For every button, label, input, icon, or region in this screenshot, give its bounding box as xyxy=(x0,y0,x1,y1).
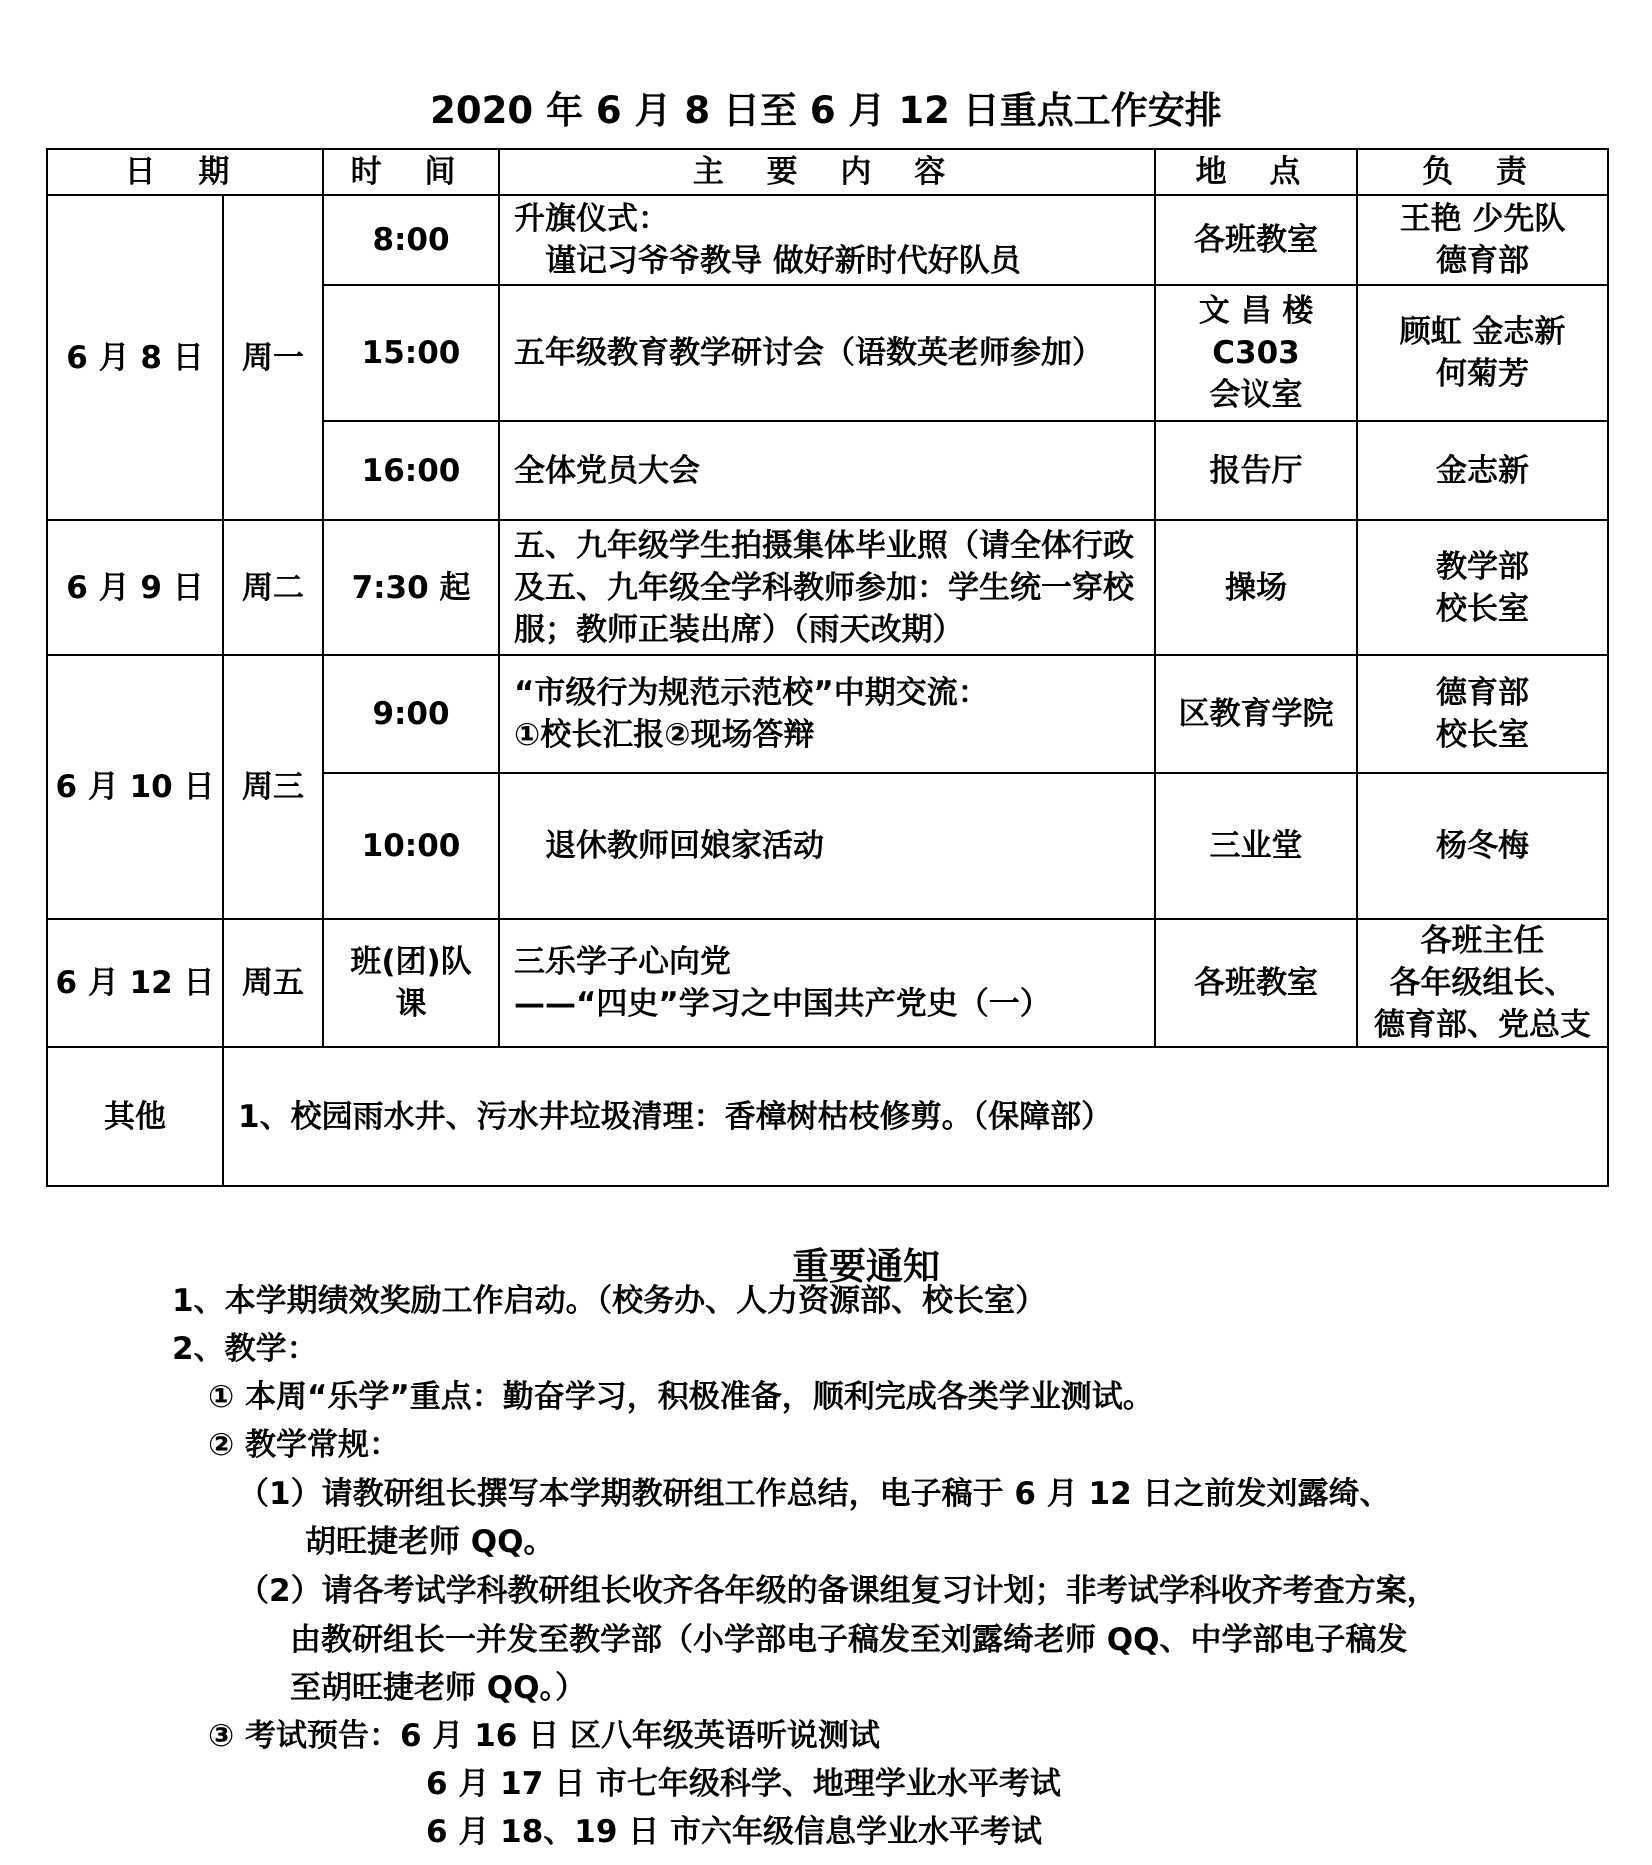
other-label: 其他 xyxy=(47,1047,223,1186)
person-cell: 王艳 少先队 德育部 xyxy=(1357,195,1608,285)
time-cell: 10:00 xyxy=(323,773,499,919)
notice-line: ② 教学常规： xyxy=(208,1427,401,1463)
other-text: 1、校园雨水井、污水井垃圾清理：香樟树枯枝修剪。（保障部） xyxy=(223,1047,1608,1186)
weekday-cell: 周五 xyxy=(223,919,323,1047)
table-row xyxy=(47,919,1608,1047)
table-row xyxy=(47,195,1608,285)
place-cell: 操场 xyxy=(1155,520,1357,655)
weekday-cell: 周二 xyxy=(223,520,323,655)
weekday-cell: 周一 xyxy=(223,195,323,520)
content-cell: 全体党员大会 xyxy=(499,421,1155,520)
notice-line: （2）请各考试学科教研组长收齐各年级的备课组复习计划；非考试学科收齐考查方案， xyxy=(238,1573,1438,1609)
table-row xyxy=(47,520,1608,655)
person-cell: 金志新 xyxy=(1357,421,1608,520)
time-cell: 15:00 xyxy=(323,285,499,421)
notice-line: 2、教学： xyxy=(172,1331,318,1367)
notice-title: 重要通知 xyxy=(792,1245,940,1288)
person-cell: 杨冬梅 xyxy=(1357,773,1608,919)
date-cell: 6 月 12 日 xyxy=(47,919,223,1047)
content-cell: 升旗仪式： 谨记习爷爷教导 做好新时代好队员 xyxy=(499,195,1155,285)
content-cell: 五、九年级学生拍摄集体毕业照（请全体行政及五、九年级全学科教师参加：学生统一穿校服；教师正装出席）（雨天改期） xyxy=(499,520,1155,655)
table-row-other xyxy=(47,1047,1608,1186)
notice-line: 由教研组长一并发至教学部（小学部电子稿发至刘露绮老师 QQ、中学部电子稿发 xyxy=(290,1622,1408,1658)
notice-line: ① 本周“乐学”重点：勤奋学习，积极准备，顺利完成各类学业测试。 xyxy=(208,1379,1154,1415)
person-cell: 德育部 校长室 xyxy=(1357,655,1608,773)
content-cell: 五年级教育教学研讨会（语数英老师参加） xyxy=(499,285,1155,421)
place-cell: 各班教室 xyxy=(1155,919,1357,1047)
header-date: 日 期 xyxy=(47,149,323,195)
person-cell: 教学部 校长室 xyxy=(1357,520,1608,655)
date-cell: 6 月 9 日 xyxy=(47,520,223,655)
time-cell: 7:30 起 xyxy=(323,520,499,655)
table-header-row xyxy=(47,149,1608,195)
header-content: 主 要 内 容 xyxy=(499,149,1155,195)
time-cell: 班(团)队 课 xyxy=(323,919,499,1047)
header-person: 负 责 xyxy=(1357,149,1608,195)
weekday-cell: 周三 xyxy=(223,655,323,919)
notice-line: 至胡旺捷老师 QQ。） xyxy=(290,1670,586,1706)
place-cell: 报告厅 xyxy=(1155,421,1357,520)
time-cell: 9:00 xyxy=(323,655,499,773)
page-title: 2020 年 6 月 8 日至 6 月 12 日重点工作安排 xyxy=(430,89,1222,132)
notice-line: 1、本学期绩效奖励工作启动。（校务办、人力资源部、校长室） xyxy=(172,1283,1047,1319)
notice-line: （1）请教研组长撰写本学期教研组工作总结，电子稿于 6 月 12 日之前发刘露绮、 xyxy=(238,1476,1391,1512)
date-cell: 6 月 10 日 xyxy=(47,655,223,919)
place-cell: 各班教室 xyxy=(1155,195,1357,285)
person-cell: 顾虹 金志新 何菊芳 xyxy=(1357,285,1608,421)
content-cell: 三乐学子心向党 ——“四史”学习之中国共产党史（一） xyxy=(499,919,1155,1047)
content-cell: “市级行为规范示范校”中期交流： ①校长汇报②现场答辩 xyxy=(499,655,1155,773)
notice-line: 胡旺捷老师 QQ。 xyxy=(305,1524,555,1560)
schedule-table xyxy=(46,148,1609,1187)
place-cell: 文 昌 楼 C303 会议室 xyxy=(1155,285,1357,421)
notice-line: ③ 考试预告：6 月 16 日 区八年级英语听说测试 xyxy=(208,1718,880,1754)
place-cell: 区教育学院 xyxy=(1155,655,1357,773)
content-cell: 退休教师回娘家活动 xyxy=(499,773,1155,919)
header-place: 地 点 xyxy=(1155,149,1357,195)
header-time: 时 间 xyxy=(323,149,499,195)
time-cell: 8:00 xyxy=(323,195,499,285)
table-row xyxy=(47,655,1608,773)
notice-line: 6 月 18、19 日 市六年级信息学业水平考试 xyxy=(426,1814,1043,1850)
time-cell: 16:00 xyxy=(323,421,499,520)
date-cell: 6 月 8 日 xyxy=(47,195,223,520)
place-cell: 三业堂 xyxy=(1155,773,1357,919)
notice-line: 6 月 17 日 市七年级科学、地理学业水平考试 xyxy=(426,1766,1061,1802)
person-cell: 各班主任 各年级组长、 德育部、党总支 xyxy=(1357,919,1608,1047)
